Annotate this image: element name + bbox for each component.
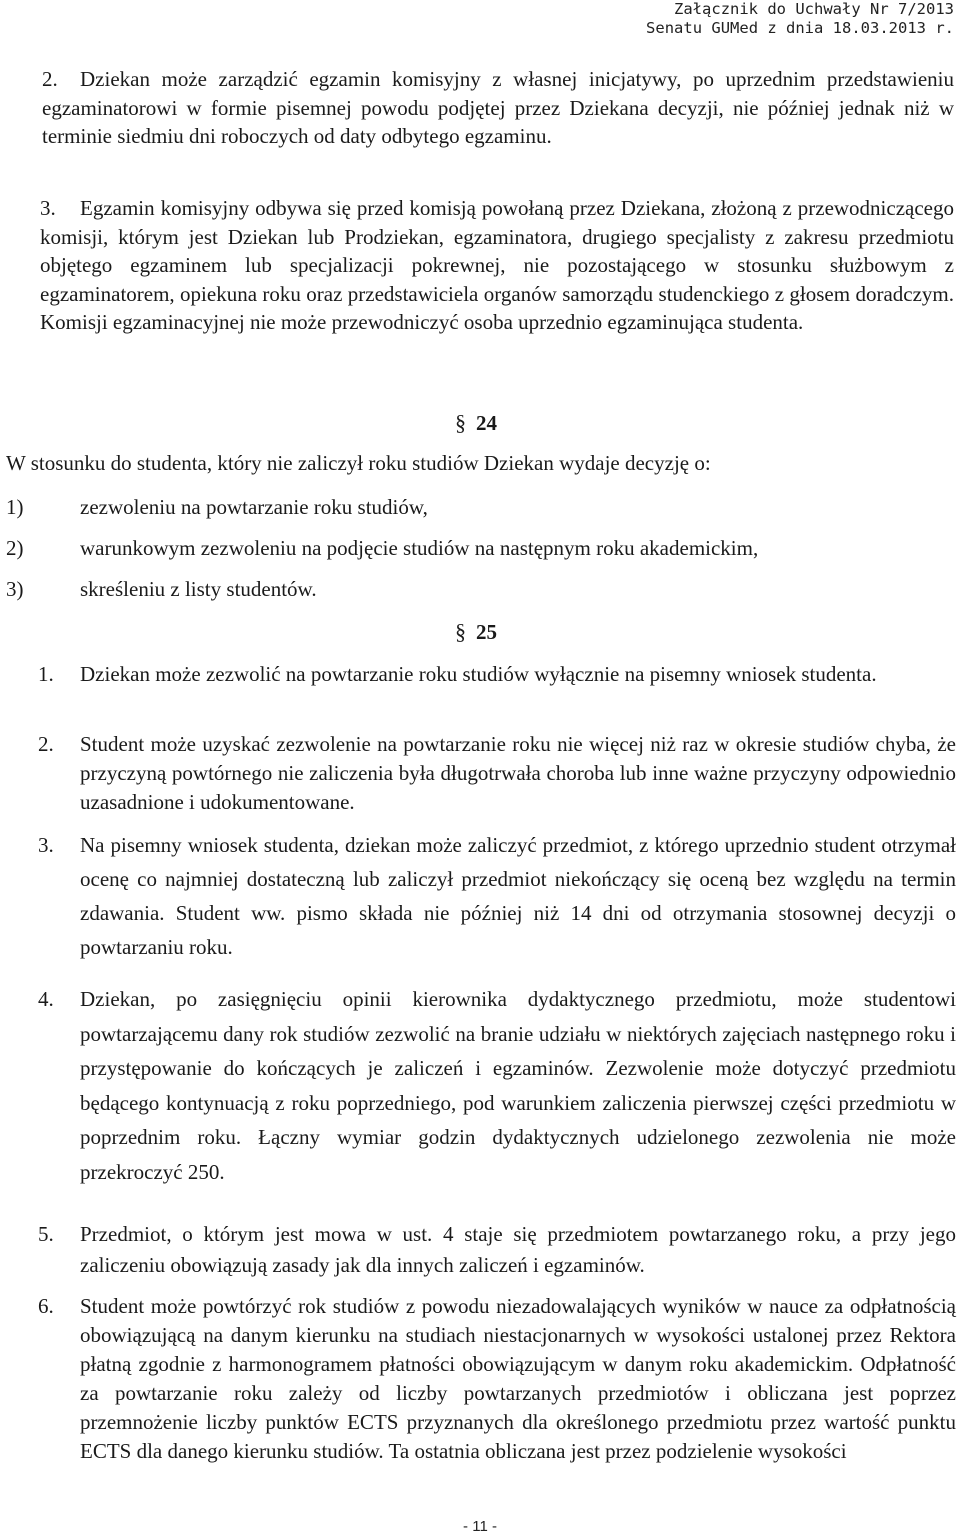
item-number: 1) xyxy=(6,495,24,519)
section-intro: W stosunku do studenta, który nie zaliczył roku studiów Dziekan wydaje decyzję o: xyxy=(6,451,711,475)
item-text: Student może powtórzyć rok studiów z powodu niezadowalających wyników w nauce za odpłatnością obowiązującą na danym kierunku na studiach niestacjonarnych w wysokości ustalonej przez Rektora płatną zgodnie z harmonogramem płatności obowiązującym w danym roku akademickim. Odpłatność za powtarzanie roku zależy od liczby powtarzanych przedmiotów i obliczana jest poprzez przemnożenie liczby punktów ECTS przyznanych dla określonego przedmiotu przez wartość punktu ECTS dla danego kierunku studiów. Ta ostatnia obliczana jest przez podzielenie wysokości xyxy=(80,1294,956,1463)
item-text: warunkowym zezwoleniu na podjęcie studiów na następnym roku akademickim, xyxy=(80,536,759,560)
paragraph-item xyxy=(38,982,956,1189)
header-line-2: Senatu GUMed z dnia 18.03.2013 r. xyxy=(646,19,954,37)
item-number: 3. xyxy=(38,833,54,857)
paragraph-item xyxy=(40,194,954,337)
paragraph-item xyxy=(38,1219,956,1281)
item-number: 4. xyxy=(38,987,54,1011)
item-text: Przedmiot, o którym jest mowa w ust. 4 staje się przedmiotem powtarzanego roku, a przy jego zaliczeniu obowiązują zasady jak dla innych zaliczeń i egzaminów. xyxy=(80,1222,956,1277)
item-text: zezwoleniu na powtarzanie roku studiów, xyxy=(80,495,428,519)
item-number: 2. xyxy=(38,732,54,756)
header-line-1: Załącznik do Uchwały Nr 7/2013 xyxy=(674,0,954,18)
section-number: 24 xyxy=(476,411,497,435)
item-number: 6. xyxy=(38,1294,54,1318)
item-number: 3) xyxy=(6,577,24,601)
list-item xyxy=(6,536,758,561)
page-number: - 11 - xyxy=(463,1518,497,1535)
item-number: 5. xyxy=(38,1222,54,1246)
section-heading-24 xyxy=(455,410,497,436)
item-text: skreśleniu z listy studentów. xyxy=(80,577,317,601)
item-text: Student może uzyskać zezwolenie na powtarzanie roku nie więcej niż raz w okresie studiów chyba, że przyczyną powtórnego nie zaliczenia była długotrwała choroba lub inne ważne przyczyny odpowiednio uzasadnione i udokumentowane. xyxy=(80,732,956,814)
paragraph-symbol: § xyxy=(455,619,466,644)
paragraph-item xyxy=(38,828,956,964)
paragraph-item xyxy=(38,1292,956,1466)
item-number: 1. xyxy=(38,662,54,686)
list-item xyxy=(6,577,317,602)
document-header xyxy=(646,0,954,38)
section-number: 25 xyxy=(476,620,497,644)
paragraph-item xyxy=(38,660,956,689)
item-text: Egzamin komisyjny odbywa się przed komisją powołaną przez Dziekana, złożoną z przewodniczącego komisji, którym jest Dziekan lub Prodziekan, egzaminatora, drugiego specjalisty z zakresu przedmiotu objętego egzaminem lub specjalizacji pokrewnej, nie pozostającego w stosunku służbowym z egzaminatorem, opiekuna roku oraz przedstawiciela organów samorządu studenckiego z głosem doradczym. Komisji egzaminacyjnej nie może przewodniczyć osoba uprzednio egzaminująca studenta. xyxy=(40,196,954,334)
item-text: Na pisemny wniosek studenta, dziekan może zaliczyć przedmiot, z którego uprzednio student otrzymał ocenę co najmniej dostateczną lub zaliczył przedmiot niekończący się oceną bez względu na termin zdawania. Student ww. pismo składa nie później niż 14 dni od otrzymania stosownej decyzji o powtarzaniu roku. xyxy=(80,833,956,959)
item-number: 3. xyxy=(40,196,56,220)
item-text: Dziekan, po zasięgnięciu opinii kierownika dydaktycznego przedmiotu, może studentowi powtarzającemu dany rok studiów zezwolić na branie udziału w niektórych zajęciach następnego roku i przystępowanie do kończących je zaliczeń i egzaminów. Zezwolenie może dotyczyć przedmiotu będącego kontynuacją z roku poprzedniego, pod warunkiem zaliczenia pierwszej części przedmiotu w poprzednim roku. Łączny wymiar godzin dydaktycznych udzielonego zezwolenia nie może przekroczyć 250. xyxy=(80,987,956,1184)
item-number: 2. xyxy=(42,67,58,91)
paragraph-item xyxy=(42,65,954,151)
item-number: 2) xyxy=(6,536,24,560)
paragraph-symbol: § xyxy=(455,410,466,435)
item-text: Dziekan może zarządzić egzamin komisyjny z własnej inicjatywy, po uprzednim przedstawieniu egzaminatorowi w formie pisemnej powodu podjętej przez Dziekana decyzji, nie później jednak niż w terminie siedmiu dni roboczych od daty odbytego egzaminu. xyxy=(42,67,954,148)
section-heading-25 xyxy=(455,619,497,645)
paragraph-item xyxy=(38,730,956,817)
item-text: Dziekan może zezwolić na powtarzanie roku studiów wyłącznie na pisemny wniosek studenta. xyxy=(80,662,877,686)
list-item xyxy=(6,495,428,520)
